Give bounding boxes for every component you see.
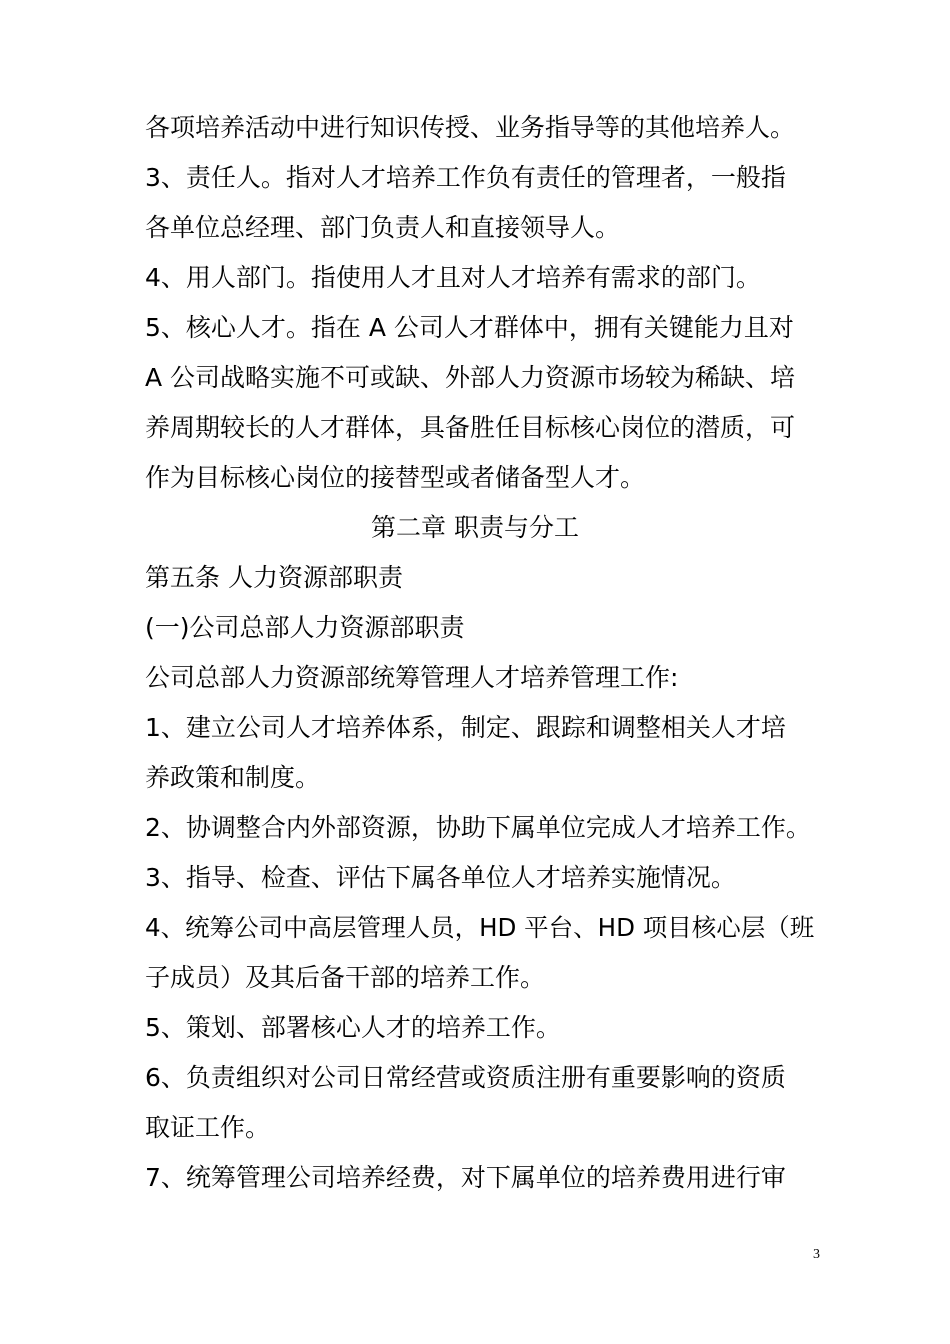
text-line: 4、统筹公司中高层管理人员，HD 平台、HD 项目核心层（班	[145, 913, 815, 942]
text-line: 2、协调整合内外部资源，协助下属单位完成人才培养工作。	[145, 813, 811, 842]
text-line: 5、核心人才。指在 A 公司人才群体中，拥有关键能力且对	[145, 313, 794, 342]
text-line: 3、责任人。指对人才培养工作负有责任的管理者，一般指	[145, 163, 786, 192]
text-line: 各项培养活动中进行知识传授、业务指导等的其他培养人。	[145, 113, 796, 142]
text-line: 取证工作。	[145, 1113, 271, 1142]
text-line: 4、用人部门。指使用人才且对人才培养有需求的部门。	[145, 263, 761, 292]
page-number: 3	[813, 1247, 820, 1262]
article-heading: 第五条 人力资源部职责	[145, 563, 403, 592]
text-line: 7、统筹管理公司培养经费，对下属单位的培养费用进行审	[145, 1163, 786, 1192]
text-line: 作为目标核心岗位的接替型或者储备型人才。	[145, 463, 646, 492]
text-line: 子成员）及其后备干部的培养工作。	[145, 963, 546, 992]
text-line: 5、策划、部署核心人才的培养工作。	[145, 1013, 561, 1042]
text-line: A 公司战略实施不可或缺、外部人力资源市场较为稀缺、培	[145, 363, 796, 392]
chapter-heading: 第二章 职责与分工	[371, 513, 579, 542]
section-heading: (一)公司总部人力资源部职责	[145, 613, 465, 642]
text-line: 公司总部人力资源部统筹管理人才培养管理工作:	[145, 663, 679, 692]
text-line: 6、负责组织对公司日常经营或资质注册有重要影响的资质	[145, 1063, 786, 1092]
text-line: 养周期较长的人才群体，具备胜任目标核心岗位的潜质，可	[145, 413, 796, 442]
text-line: 1、建立公司人才培养体系，制定、跟踪和调整相关人才培	[145, 713, 786, 742]
text-line: 养政策和制度。	[145, 763, 321, 792]
text-line: 各单位总经理、部门负责人和直接领导人。	[145, 213, 621, 242]
text-line: 3、指导、检查、评估下属各单位人才培养实施情况。	[145, 863, 736, 892]
